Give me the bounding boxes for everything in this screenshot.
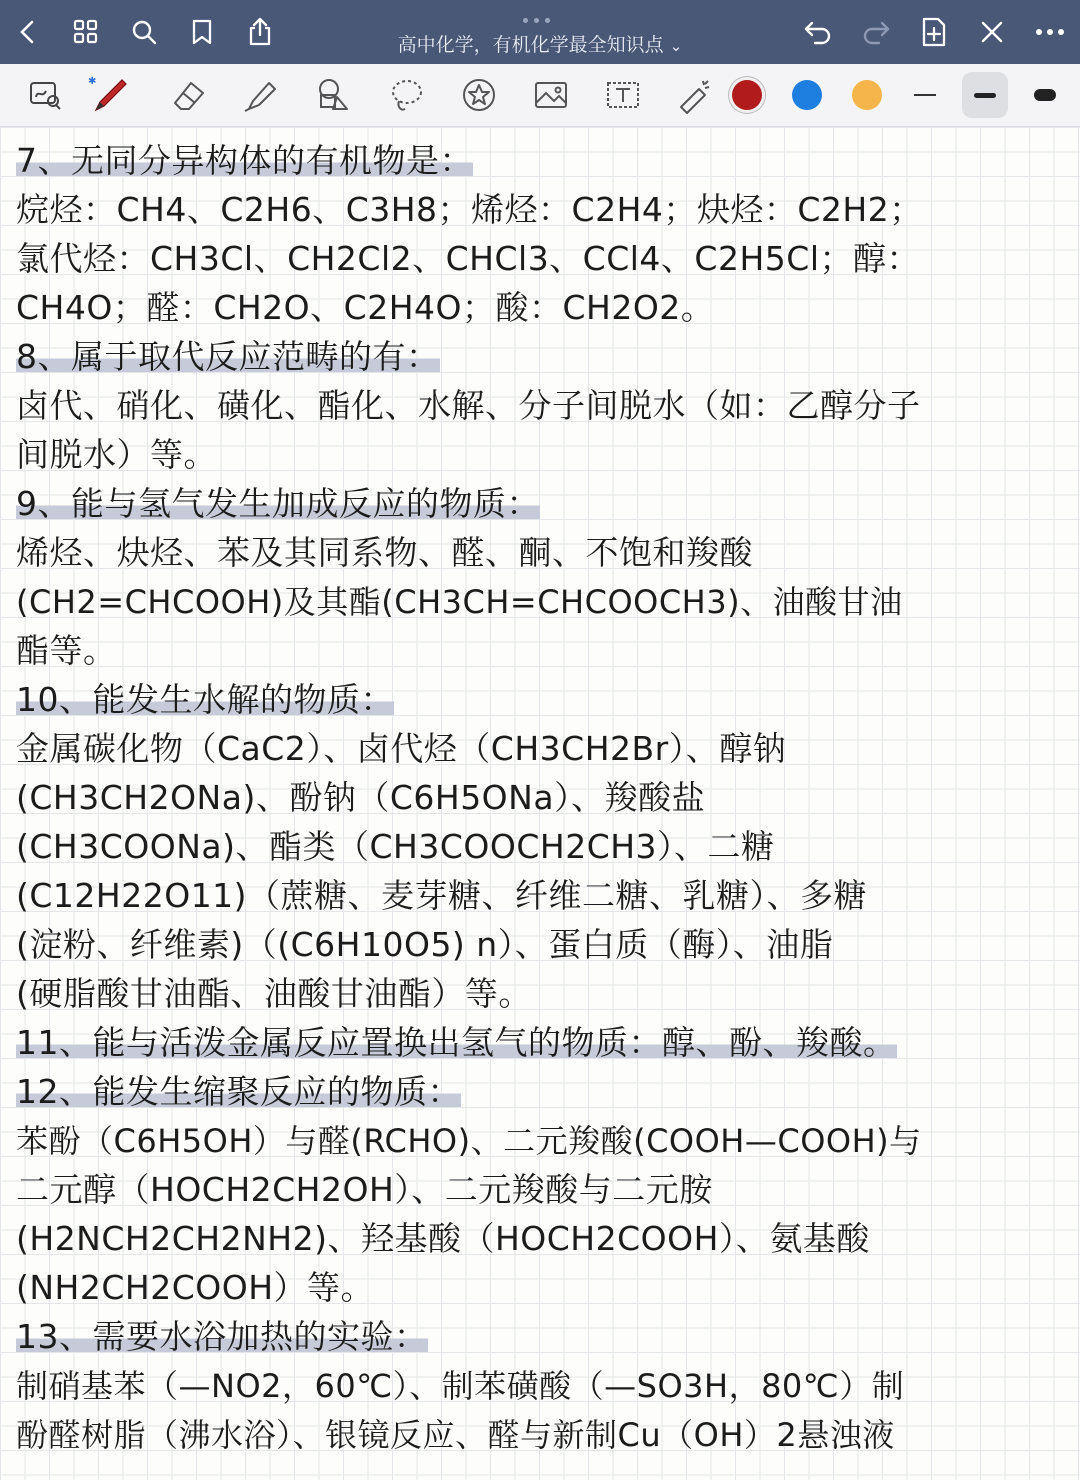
note-page-canvas[interactable] (0, 127, 1080, 1480)
note-line (16, 627, 1070, 675)
color-swatch-orange[interactable] (844, 72, 890, 118)
back-icon[interactable] (10, 14, 46, 50)
heading-8: 8、属于取代反应范畴的有： (16, 337, 440, 376)
note-text: (H2NCH2CH2NH2)、羟基酸（HOCH2COOH）、氨基酸 (16, 1219, 870, 1258)
note-text: 氯代烃：CH3Cl、CH2Cl2、CHCl3、CCl4、C2H5Cl；醇： (16, 239, 920, 278)
color-swatch-red[interactable] (724, 72, 770, 118)
note-text: (硬脂酸甘油酯、油酸甘油酯）等。 (16, 974, 532, 1013)
note-text: 金属碳化物（CaC2）、卤代烃（CH3CH2Br）、醇钠 (16, 729, 787, 768)
note-line (16, 970, 1070, 1018)
note-line (16, 186, 1070, 234)
note-text: 卤代、硝化、磺化、酯化、水解、分子间脱水（如：乙醇分子 (16, 386, 921, 425)
note-line (16, 284, 1070, 332)
note-text: 酯等。 (16, 631, 117, 670)
note-line (16, 578, 1070, 626)
note-line (16, 823, 1070, 871)
note-line (16, 431, 1070, 479)
note-text: 间脱水）等。 (16, 435, 217, 474)
note-line (16, 1068, 1070, 1116)
note-line (16, 382, 1070, 430)
share-icon[interactable] (242, 14, 278, 50)
note-text: (CH3COONa)、酯类（CH3COOCH2CH3）、二糖 (16, 827, 775, 866)
note-text: 制硝基苯（—NO2，60℃）、制苯磺酸（—SO3H，80℃）制 (16, 1367, 905, 1405)
heading-9: 9、能与氢气发生加成反应的物质： (16, 484, 540, 523)
note-line (16, 529, 1070, 577)
text-box-icon[interactable] (600, 72, 646, 118)
note-text: CH4O；醛：CH2O、C2H4O；酸：CH2O2。 (16, 288, 715, 327)
pen-icon[interactable] (86, 72, 132, 118)
heading-12: 12、能发生缩聚反应的物质： (16, 1072, 461, 1111)
stroke-thin-button[interactable] (902, 72, 948, 118)
more-icon[interactable] (1032, 14, 1068, 50)
bookmark-icon[interactable] (184, 14, 220, 50)
note-text: 烷烃：CH4、C2H6、C3H8；烯烃：C2H4；炔烃：C2H2； (16, 190, 923, 229)
heading-13: 13、需要水浴加热的实验： (16, 1317, 428, 1356)
note-line (16, 774, 1070, 822)
note-line (16, 235, 1070, 283)
heading-11: 11、能与活泼金属反应置换出氢气的物质：醇、酚、羧酸。 (16, 1023, 897, 1062)
note-text: 酚醛树脂（沸水浴）、银镜反应、醛与新制Cu（OH）2悬浊液 (16, 1416, 895, 1454)
lasso-icon[interactable] (384, 72, 430, 118)
note-line (16, 1117, 1070, 1165)
note-line (16, 725, 1070, 773)
note-line (16, 1313, 1070, 1361)
note-text: (淀粉、纤维素)（(C6H10O5) n）、蛋白质（酶）、油脂 (16, 925, 834, 964)
eraser-icon[interactable] (166, 72, 212, 118)
heading-7: 7、无同分异构体的有机物是： (16, 141, 473, 180)
undo-icon[interactable] (800, 14, 836, 50)
search-icon[interactable] (126, 14, 162, 50)
note-line (16, 1362, 1070, 1410)
redo-icon[interactable] (858, 14, 894, 50)
sticker-icon[interactable] (456, 72, 502, 118)
note-line (16, 1215, 1070, 1263)
heading-10: 10、能发生水解的物质： (16, 680, 394, 719)
note-text: 苯酚（C6H5OH）与醛(RCHO)、二元羧酸(COOH—COOH)与 (16, 1122, 922, 1160)
add-page-icon[interactable] (916, 14, 952, 50)
note-line (16, 1166, 1070, 1214)
window-grip-handle[interactable] (520, 8, 560, 16)
drawing-toolbar (0, 64, 1080, 127)
color-swatch-blue[interactable] (784, 72, 830, 118)
document-title-text: 高中化学，有机化学最全知识点 (397, 34, 664, 56)
grid-icon[interactable] (68, 14, 104, 50)
note-line (16, 333, 1070, 381)
document-title[interactable] (300, 30, 780, 57)
stroke-thick-button[interactable] (1022, 72, 1068, 118)
note-text: 烯烃、炔烃、苯及其同系物、醛、酮、不饱和羧酸 (16, 533, 753, 572)
close-icon[interactable] (974, 14, 1010, 50)
stroke-medium-button[interactable] (962, 72, 1008, 118)
image-icon[interactable] (528, 72, 574, 118)
note-line (16, 480, 1070, 528)
top-navigation-bar (0, 0, 1080, 64)
note-text: (CH3CH2ONa)、酚钠（C6H5ONa）、羧酸盐 (16, 778, 706, 817)
note-text: (CH2=CHCOOH)及其酯(CH3CH=CHCOOCH3)、油酸甘油 (16, 583, 903, 621)
note-line (16, 872, 1070, 920)
highlighter-icon[interactable] (238, 72, 284, 118)
svg-text:✱: ✱ (88, 76, 97, 87)
note-line (16, 921, 1070, 969)
note-line (16, 137, 1070, 185)
note-text: (NH2CH2COOH）等。 (16, 1268, 375, 1307)
laser-pointer-icon[interactable] (670, 72, 716, 118)
shapes-icon[interactable] (310, 72, 356, 118)
note-line (16, 1411, 1070, 1459)
note-text: (C12H22O11)（蔗糖、麦芽糖、纤维二糖、乳糖）、多糖 (16, 876, 868, 915)
lasso-zoom-icon[interactable] (22, 72, 68, 118)
note-line (16, 1264, 1070, 1312)
note-line (16, 1019, 1070, 1067)
note-text: 二元醇（HOCH2CH2OH）、二元羧酸与二元胺 (16, 1170, 713, 1209)
chevron-down-icon[interactable]: ⌄ (669, 37, 683, 55)
note-line (16, 676, 1070, 724)
